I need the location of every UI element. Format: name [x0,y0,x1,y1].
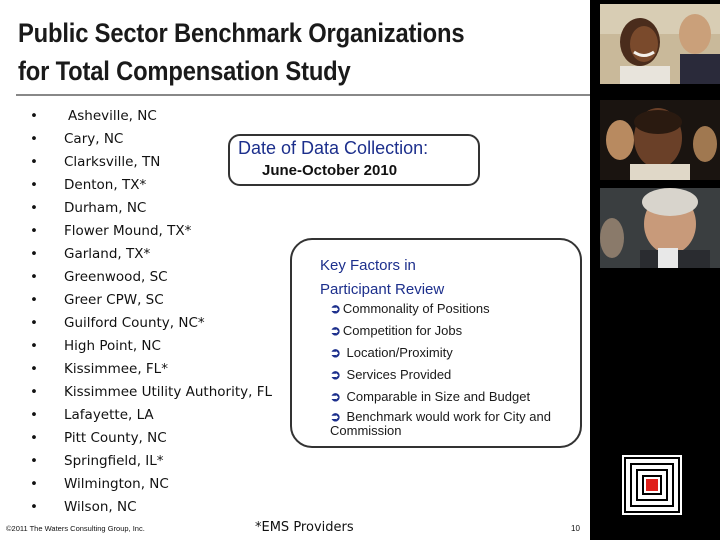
organization-list-item [30,267,272,290]
organization-name: Pitt County, NC [64,430,167,446]
arrow-icon: ➲ [330,389,341,404]
bullet-icon: • [30,292,38,308]
key-factor-label: Comparable in Size and Budget [342,389,531,404]
organization-name: Lafayette, LA [64,407,154,423]
key-factor-item [330,366,570,388]
organization-list-item [30,198,272,221]
organization-name: Durham, NC [64,200,147,216]
organization-name: Wilson, NC [64,499,137,515]
key-factor-item [330,300,570,322]
arrow-icon: ➲ [330,409,341,424]
bullet-icon: • [30,269,38,285]
organization-list-item [30,497,272,520]
organization-list-item [30,221,272,244]
bullet-icon: • [30,315,38,331]
photo-gray-haired-man [600,188,720,268]
organization-list-item [30,313,272,336]
footer-ems-note: *EMS Providers [255,520,354,535]
bullet-icon: • [30,200,38,216]
organization-name: Springfield, IL* [64,453,164,469]
key-factor-item [330,410,570,438]
organization-name: Garland, TX* [64,246,151,262]
key-factors-list [330,300,570,438]
key-factor-item [330,344,570,366]
key-factor-label: Services Provided [342,367,452,382]
key-factors-title [320,254,444,302]
key-factor-item [330,322,570,344]
photo-man-portrait [600,100,720,180]
key-factor-label: Commonality of Positions [342,301,490,316]
footer-copyright: ©2011 The Waters Consulting Group, Inc. [6,524,145,533]
bullet-icon: • [30,131,38,147]
key-factor-item [330,388,570,410]
bullet-icon: • [30,453,38,469]
key-factors-title-line-1: Key Factors in [320,257,416,274]
organization-name: Cary, NC [64,131,124,147]
organization-name: Kissimmee, FL* [64,361,168,377]
photo-smiling-woman [600,4,720,84]
organization-list-item [30,474,272,497]
bullet-icon: • [30,177,38,193]
bullet-icon: • [30,223,38,239]
key-factor-label: Benchmark would work for City and Commission [330,409,551,438]
organization-name: Flower Mound, TX* [64,223,192,239]
title-line-1: Public Sector Benchmark Organizations [18,18,465,48]
organization-list-item [30,359,272,382]
bullet-icon: • [30,246,38,262]
key-factor-label: Location/Proximity [342,345,453,360]
bullet-icon: • [30,338,38,354]
company-logo [622,455,682,515]
bullet-icon: • [30,361,38,377]
bullet-icon: • [30,499,38,515]
arrow-icon: ➲ [330,323,341,338]
organization-name: Denton, TX* [64,177,147,193]
organization-list-item [30,382,272,405]
organization-name: Asheville, NC [68,108,157,124]
title-divider [16,94,590,96]
bullet-icon: • [30,430,38,446]
arrow-icon: ➲ [330,301,341,316]
organization-list-item [30,244,272,267]
organization-name: Wilmington, NC [64,476,169,492]
slide-title [18,14,520,90]
organization-list-item [30,336,272,359]
key-factors-title-line-2: Participant Review [320,281,445,298]
organization-name: Kissimmee Utility Authority, FL [64,384,272,400]
organization-name: Clarksville, TN [64,154,161,170]
date-callout-value: June-October 2010 [262,162,398,179]
bullet-icon: • [30,108,38,124]
organization-list-item [30,451,272,474]
organization-name: Greenwood, SC [64,269,168,285]
bullet-icon: • [30,476,38,492]
bullet-icon: • [30,154,38,170]
organization-name: High Point, NC [64,338,161,354]
organization-name: Greer CPW, SC [64,292,164,308]
organization-list-item [30,428,272,451]
key-factor-label: Competition for Jobs [342,323,463,338]
page-number: 10 [571,524,580,533]
organization-list-item [30,106,272,129]
date-callout-title: Date of Data Collection: [238,138,429,158]
organization-list-item [30,405,272,428]
bullet-icon: • [30,407,38,423]
arrow-icon: ➲ [330,345,341,360]
organization-list-item [30,290,272,313]
arrow-icon: ➲ [330,367,341,382]
bullet-icon: • [30,384,38,400]
title-line-2: for Total Compensation Study [18,56,351,86]
organization-name: Guilford County, NC* [64,315,205,331]
